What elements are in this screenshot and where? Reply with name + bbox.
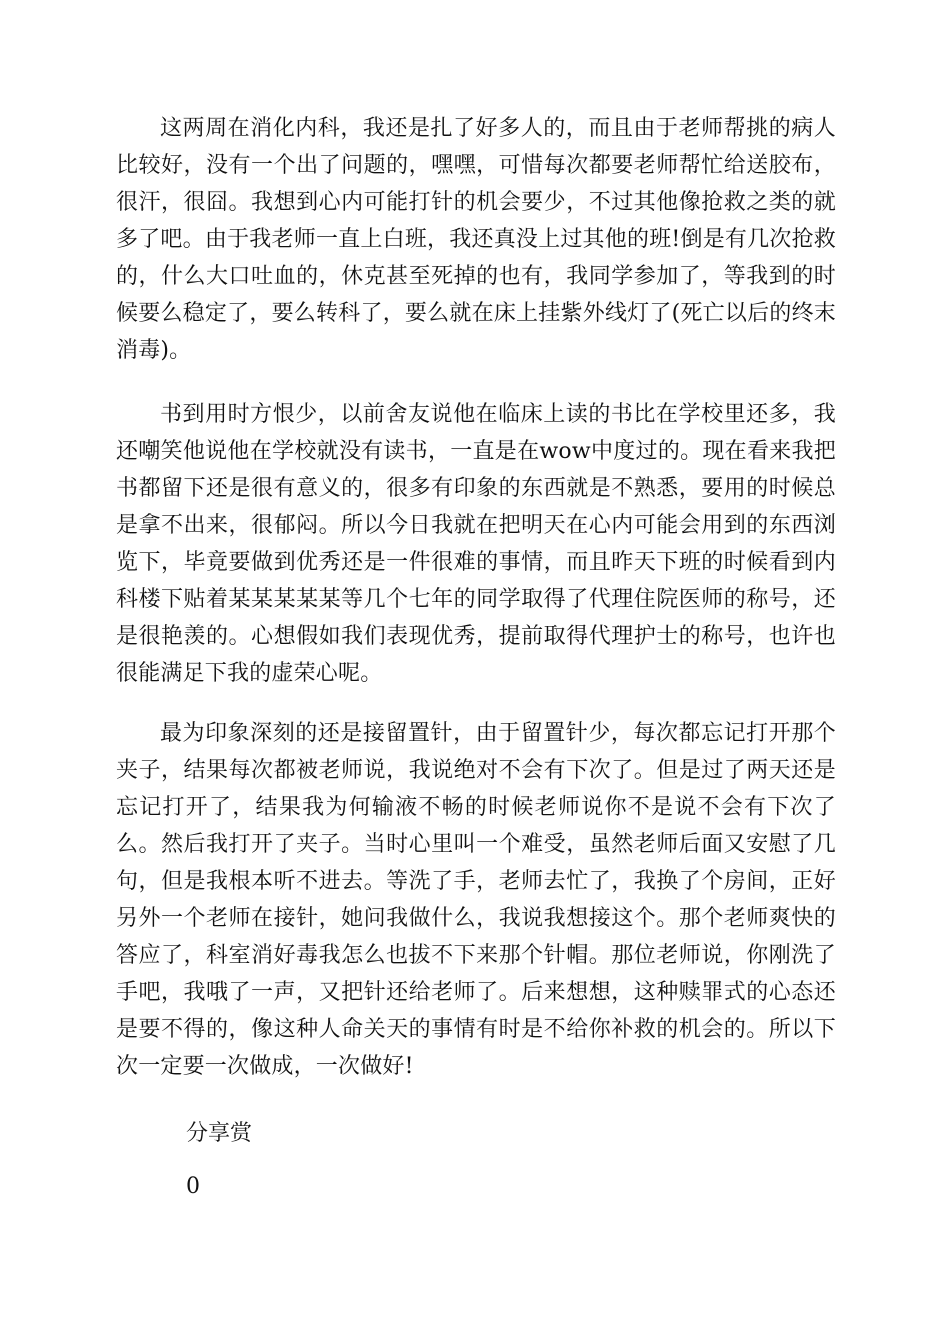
article-body <box>116 110 836 1103</box>
paragraph-1: 这两周在消化内科，我还是扎了好多人的，而且由于老师帮挑的病人比较好，没有一个出了问题的，嘿嘿，可惜每次都要老师帮忙给送胶布，很汗，很囧。我想到心内可能打针的机会要少，不过其他像抢救之类的就多了吧。由于我老师一直上白班，我还真没上过其他的班!倒是有几次抢救的，什么大口吐血的，休克甚至死掉的也有，我同学参加了，等我到的时候要么稳定了，要么转科了，要么就在床上挂紫外线灯了(死亡以后的终末消毒)。 <box>116 116 836 363</box>
share-count: 0 <box>186 1174 200 1199</box>
paragraph-3: 最为印象深刻的还是接留置针，由于留置针少，每次都忘记打开那个夹子，结果每次都被老师说，我说绝对不会有下次了。但是过了两天还是忘记打开了，结果我为何输液不畅的时候老师说你不是说不会有下次了么。然后我打开了夹子。当时心里叫一个难受，虽然老师后面又安慰了几句，但是我根本听不进去。等洗了手，老师去忙了，我换了个房间，正好另外一个老师在接针，她问我做什么，我说我想接这个。那个老师爽快的答应了，科室消好毒我怎么也拔不下来那个针帽。那位老师说，你刚洗了手吧，我哦了一声，又把针还给老师了。后来想想，这种赎罪式的心态还是要不得的，像这种人命关天的事情有时是不给你补救的机会的。所以下次一定要一次做成，一次做好! <box>116 721 836 1079</box>
share-reward-label[interactable]: 分享赏 <box>186 1121 253 1146</box>
paragraph-2: 书到用时方恨少，以前舍友说他在临床上读的书比在学校里还多，我还嘲笑他说他在学校就没有读书，一直是在wow中度过的。现在看来我把书都留下还是很有意义的，很多有印象的东西就是不熟悉，要用的时候总是拿不出来，很郁闷。所以今日我就在把明天在心内可能会用到的东西浏览下，毕竟要做到优秀还是一件很难的事情，而且昨天下班的时候看到内科楼下贴着某某某某某等几个七年的同学取得了代理住院医师的称号，还是很艳羡的。心想假如我们表现优秀，提前取得代理护士的称号，也许也很能满足下我的虚荣心呢。 <box>116 402 836 686</box>
